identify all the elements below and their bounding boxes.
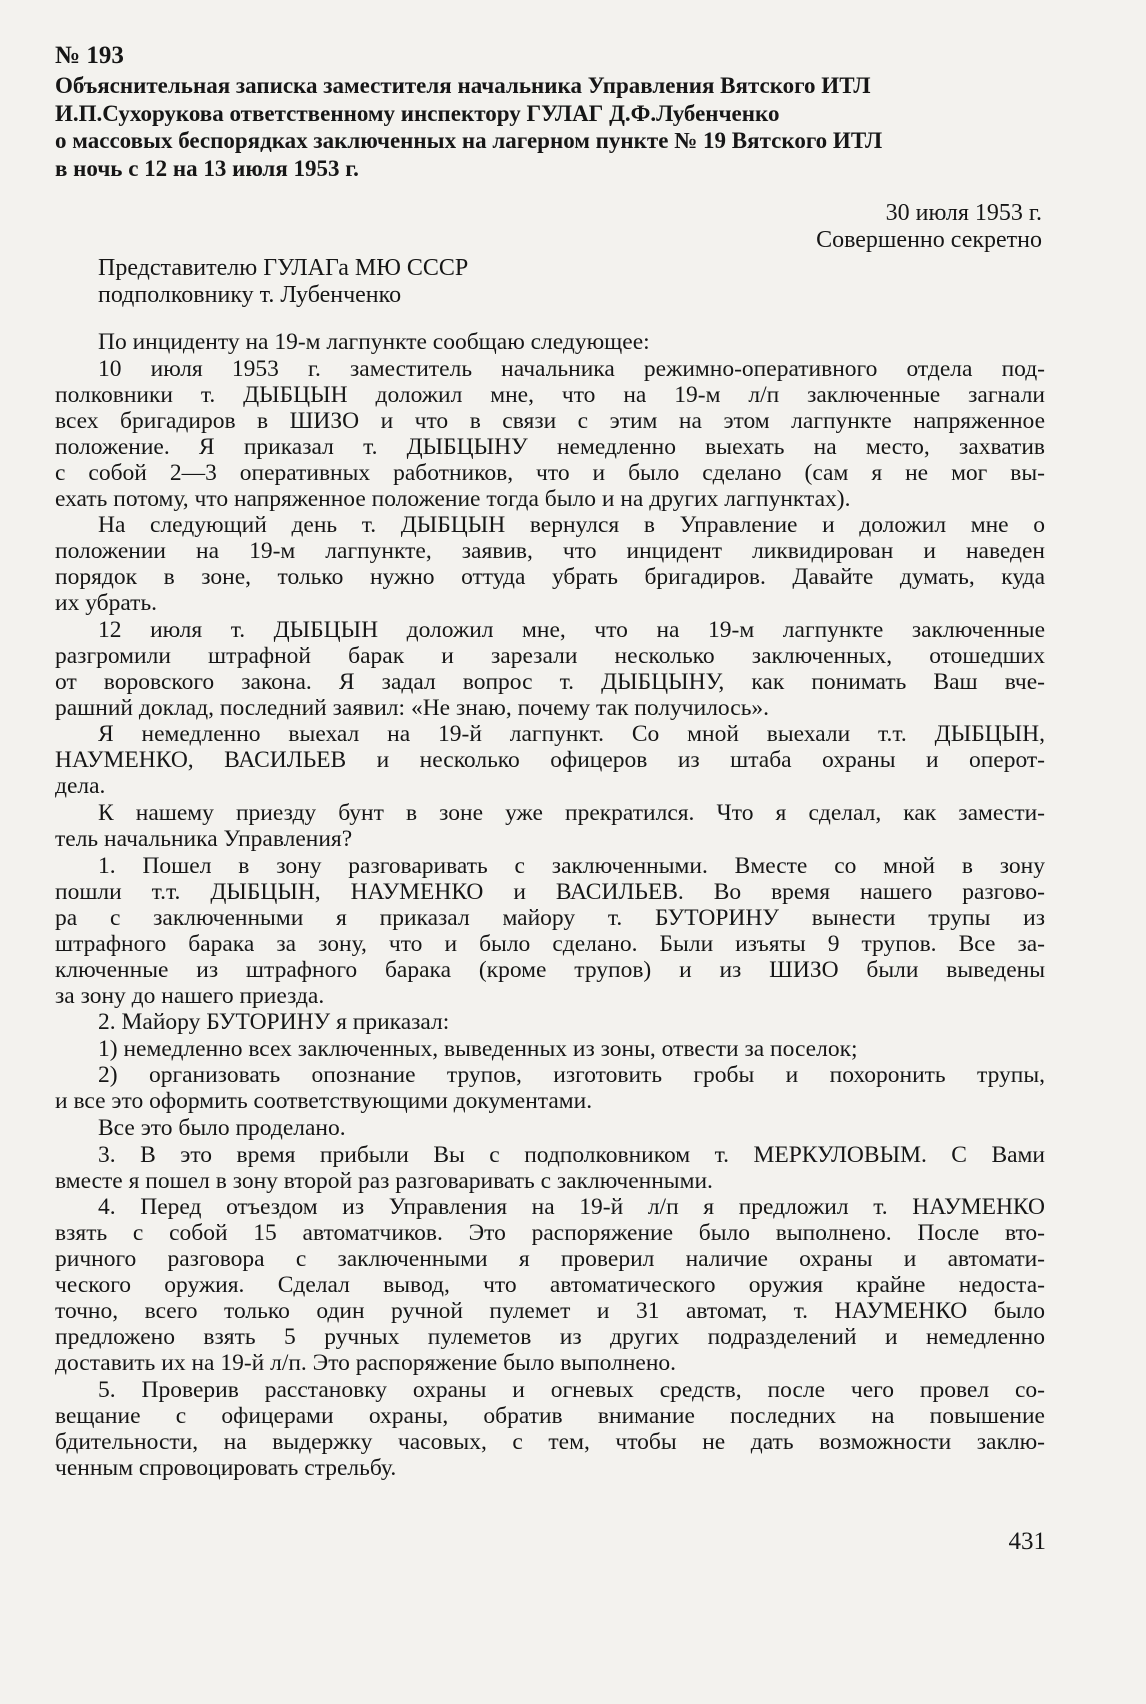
addressee-line: Представителю ГУЛАГа МЮ СССР <box>98 255 469 281</box>
text-line: 2) организовать опознание трупов, изготовить гробы и похоронить трупы, <box>98 1062 1045 1089</box>
text-line: 5. Проверив расстановку охраны и огневых средств, после чего провел со- <box>98 1376 1045 1403</box>
title-line: в ночь с 12 на 13 июля 1953 г. <box>55 155 359 181</box>
paragraph <box>55 512 1045 616</box>
paragraph <box>55 1194 1045 1376</box>
text-line: ческого оружия. Сделал вывод, что автоматического оружия крайне недоста- <box>55 1272 1045 1299</box>
text-line: К нашему приезду бунт в зоне уже прекратился. Что я сделал, как замести- <box>98 799 1045 826</box>
paragraph <box>55 1036 1045 1062</box>
text-line: ра с заключенными я приказал майору т. БУТОРИНУ вынести трупы из <box>55 904 1045 931</box>
paragraph <box>55 1009 1045 1035</box>
text-line: вещание с офицерами охраны, обратив внимание последних на повышение <box>55 1402 1045 1429</box>
text-line: доставить их на 19-й л/п. Это распоряжение было выполнено. <box>55 1350 677 1377</box>
text-line: штрафного барака за зону, что и было сделано. Были изъяты 9 трупов. Все за- <box>55 930 1045 957</box>
text-line: за зону до нашего приезда. <box>55 982 325 1009</box>
text-line: рашний доклад, последний заявил: «Не знаю, почему так получилось». <box>55 694 770 721</box>
document-date: 30 июля 1953 г. <box>885 200 1042 226</box>
text-line: полковники т. ДЫБЦЫН доложил мне, что на 19-м л/п заключенные загнали <box>55 381 1045 408</box>
paragraph <box>55 356 1045 512</box>
text-line: 1) немедленно всех заключенных, выведенных из зоны, отвести за поселок; <box>98 1035 858 1062</box>
page-number: 431 <box>1008 1528 1046 1555</box>
paragraph <box>55 617 1045 721</box>
text-line: дела. <box>55 773 106 800</box>
paragraph <box>55 1142 1045 1194</box>
date-block <box>816 200 1042 254</box>
text-line: Я немедленно выехал на 19-й лагпункт. Со мной выехали т.т. ДЫБЦЫН, <box>98 721 1045 748</box>
paragraph <box>55 1377 1045 1481</box>
paragraph <box>55 800 1045 852</box>
text-line: 12 июля т. ДЫБЦЫН доложил мне, что на 19-м лагпункте заключенные <box>98 616 1045 643</box>
text-line: ключенные из штрафного барака (кроме трупов) и из ШИЗО были выведены <box>55 956 1045 983</box>
text-line: 3. В это время прибыли Вы с подполковником т. МЕРКУЛОВЫМ. С Вами <box>98 1141 1045 1168</box>
text-line: ченным спровоцировать стрельбу. <box>55 1454 397 1481</box>
text-line: 4. Перед отъездом из Управления на 19-й л/п я предложил т. НАУМЕНКО <box>98 1194 1045 1221</box>
text-line: положение. Я приказал т. ДЫБЦЫНУ немедленно выехать на место, захватив <box>55 433 1045 460</box>
text-line: На следующий день т. ДЫБЦЫН вернулся в Управление и доложил мне о <box>98 512 1045 539</box>
text-line: ехать потому, что напряженное положение тогда было и на других лагпунктах). <box>55 485 851 512</box>
title-line: о массовых беспорядках заключенных на лагерном пункте № 19 Вятского ИТЛ <box>55 128 883 153</box>
text-line: и все это оформить соответствующими документами. <box>55 1088 593 1115</box>
text-line: 10 июля 1953 г. заместитель начальника режимно-оперативного отдела под- <box>98 355 1045 382</box>
text-line: 2. Майору БУТОРИНУ я приказал: <box>98 1009 450 1036</box>
text-line: разгромили штрафной барак и зарезали несколько заключенных, отошедших <box>55 642 1045 669</box>
text-line: от воровского закона. Я задал вопрос т. ДЫБЦЫНУ, как понимать Ваш вче- <box>55 668 1045 695</box>
document-number: № 193 <box>55 42 124 69</box>
text-line: вместе я пошел в зону второй раз разговаривать с заключенными. <box>55 1167 713 1194</box>
paragraph <box>55 1062 1045 1114</box>
text-line: пошли т.т. ДЫБЦЫН, НАУМЕНКО и ВАСИЛЬЕВ. Во время нашего разгово- <box>55 878 1045 905</box>
text-line: НАУМЕНКО, ВАСИЛЬЕВ и несколько офицеров из штаба охраны и оперот- <box>55 747 1045 774</box>
paragraph <box>55 853 1045 1009</box>
text-line: тель начальника Управления? <box>55 825 353 852</box>
addressee-line: подполковнику т. Лубенченко <box>98 281 402 308</box>
document-title <box>55 72 1045 182</box>
text-line: положении на 19-м лагпункте, заявив, что инцидент ликвидирован и наведен <box>55 538 1045 565</box>
addressee <box>98 255 468 308</box>
text-line: бдительности, на выдержку часовых, с тем, чтобы не дать возможности заклю- <box>55 1428 1045 1455</box>
text-line: с собой 2—3 оперативных работников, что и было сделано (сам я не мог вы- <box>55 459 1045 486</box>
text-line: 1. Пошел в зону разговаривать с заключенными. Вместе со мной в зону <box>98 852 1045 879</box>
text-line: По инциденту на 19-м лагпункте сообщаю следующее: <box>98 329 650 355</box>
text-line: предложено взять 5 ручных пулеметов из других подразделений и немедленно <box>55 1324 1045 1351</box>
title-line: Объяснительная записка заместителя начальника Управления Вятского ИТЛ <box>55 73 871 98</box>
title-line: И.П.Сухорукова ответственному инспектору ГУЛАГ Д.Ф.Лубенченко <box>55 100 780 126</box>
paragraph <box>55 721 1045 799</box>
text-line: Все это было проделано. <box>98 1114 346 1141</box>
text-line: порядок в зоне, только нужно оттуда убрать бригадиров. Давайте думать, куда <box>55 564 1045 591</box>
classification-label: Совершенно секретно <box>816 227 1042 253</box>
text-line: ричного разговора с заключенными я проверил наличие охраны и автомати- <box>55 1246 1045 1273</box>
paragraph <box>55 329 1045 355</box>
text-line: всех бригадиров в ШИЗО и что в связи с этим на этом лагпункте напряженное <box>55 407 1045 434</box>
text-line: точно, всего только один ручной пулемет и 31 автомат, т. НАУМЕНКО было <box>55 1298 1045 1325</box>
text-line: их убрать. <box>55 590 158 617</box>
text-line: взять с собой 15 автоматчиков. Это распоряжение было выполнено. После вто- <box>55 1220 1045 1247</box>
document-body <box>55 329 1045 1481</box>
paragraph <box>55 1115 1045 1141</box>
